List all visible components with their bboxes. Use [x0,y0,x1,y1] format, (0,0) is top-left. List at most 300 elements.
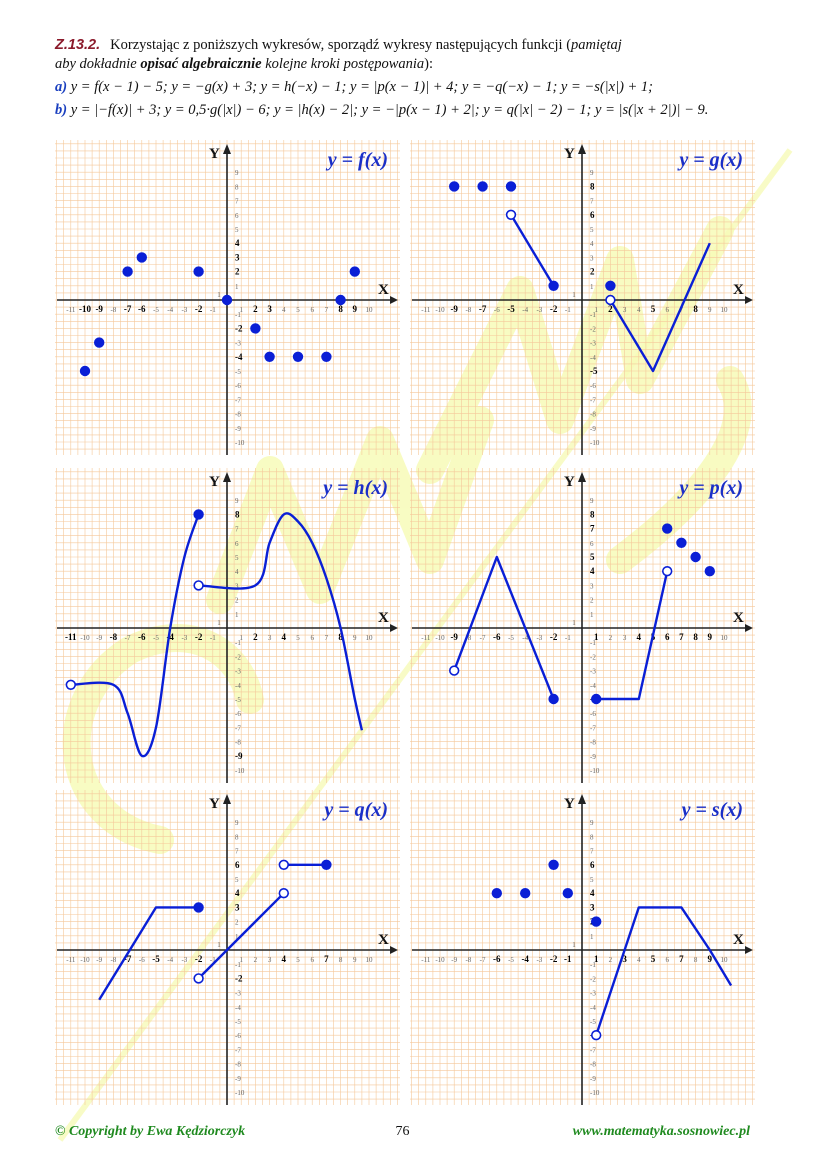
y-tick-label: 2 [235,918,239,927]
part-a-formulas: y = f(x − 1) − 5; y = −g(x) + 3; y = h(−x) − 1; y = |p(x − 1)| + 4; y = −q(−x) − 1; y = −s(|x|) + 1; [70,79,654,95]
x-tick-label: -4 [521,954,529,964]
data-point-open [606,296,615,305]
data-point-filled [223,296,232,305]
x-tick-label: -4 [167,306,174,314]
y-tick-label: -10 [590,767,600,775]
y-tick-label: 1 [590,932,594,941]
y-axis-label: Y [209,146,220,162]
y-tick-label: -6 [590,382,596,391]
line2-bold: opisać algebraicznie [140,56,262,72]
y-tick-label: 7 [235,847,239,856]
x-tick-label: -3 [181,634,188,642]
y-tick-label: 9 [590,819,594,828]
y-tick-label: -10 [590,439,600,447]
chart-svg [55,468,400,783]
y-tick-label: 5 [590,552,595,562]
x-tick-label: -7 [478,304,487,314]
x-tick-label: -4 [166,632,174,642]
part-b-label: b) [55,102,68,118]
y-axis-label: Y [209,474,220,490]
y-tick-label: 2 [590,596,594,605]
data-point-filled [336,296,345,305]
x-tick-label: -6 [138,956,145,964]
x-tick-label: 9 [352,304,358,314]
y-tick-label: 8 [590,181,595,192]
y-tick-label: -8 [590,1060,596,1069]
x-axis-arrow [390,624,398,632]
x-tick-label: 8 [693,304,698,314]
x-axis-label: X [733,282,744,298]
x-tick-label: -1 [564,634,571,642]
y-tick-label: 6 [590,859,595,870]
x-tick-label: 10 [365,306,373,314]
y-tick-label: 6 [235,859,240,870]
data-point-filled [663,524,672,533]
x-tick-label: 3 [267,304,272,314]
page-footer [55,1124,750,1144]
x-tick-label: -8 [465,634,472,642]
y-tick-label: -9 [590,424,596,433]
x-tick-label: -10 [80,634,90,642]
y-tick-label: -9 [590,1074,596,1083]
x-tick-label: 9 [353,956,357,964]
y-tick-label: -3 [235,339,241,348]
x-tick-label: 10 [365,956,373,964]
x-axis-arrow [745,624,753,632]
y-tick-label: -7 [235,724,241,733]
chart-svg [410,790,755,1105]
x-tick-label: 4 [637,306,641,314]
chart-svg [55,790,400,1105]
graph-s [410,790,755,1105]
x-tick-label: 1 [572,619,576,627]
x-tick-label: 1 [593,632,599,642]
y-tick-label: -2 [590,975,596,984]
x-tick-label: 7 [679,306,684,314]
y-tick-label: 9 [235,497,239,506]
y-tick-label: -5 [590,1018,596,1026]
x-tick-label: -7 [479,956,486,964]
x-tick-label: 5 [296,306,300,314]
y-tick-label: 5 [235,554,239,562]
x-tick-label: -5 [508,956,514,964]
x-tick-label: -2 [549,632,558,642]
x-tick-label: 4 [281,954,287,964]
y-tick-label: -2 [590,653,596,662]
x-tick-label: -9 [450,304,458,314]
data-point-open [450,666,459,675]
y-tick-label: 5 [590,226,594,234]
y-tick-label: -3 [590,667,596,676]
x-axis-label: X [733,610,744,626]
x-tick-label: 1 [239,956,243,964]
x-tick-label: -1 [564,306,571,314]
x-tick-label: -7 [123,954,132,964]
y-axis-label: Y [564,474,575,490]
x-tick-label: 8 [693,632,698,642]
x-tick-label: -10 [79,304,91,314]
exercise-header [55,36,775,120]
x-tick-label: 1 [239,634,243,642]
x-tick-label: 1 [572,291,576,299]
x-tick-label: 8 [338,956,343,964]
y-tick-label: 1 [590,610,594,619]
x-tick-label: -1 [209,634,216,642]
y-tick-label: -2 [235,653,241,662]
y-tick-label: -7 [235,396,241,405]
x-tick-label: -2 [194,632,203,642]
x-tick-label: -7 [124,634,131,642]
x-tick-label: -10 [435,634,445,642]
y-tick-label: -10 [235,1089,245,1097]
x-tick-label: 1 [217,619,221,627]
y-tick-label: -9 [235,424,241,433]
x-tick-label: -6 [493,306,500,314]
y-tick-label: -8 [235,1060,241,1069]
chart-svg [410,468,755,783]
x-tick-label: -10 [80,956,90,964]
y-tick-label: 8 [590,509,595,520]
y-tick-label: 5 [235,226,239,234]
x-tick-label: 1 [594,306,598,314]
chart-title: y = h(x) [323,477,388,499]
x-tick-label: 7 [324,306,329,314]
intro-italic: pamiętaj [571,37,622,53]
data-point-open [194,974,203,983]
x-axis-arrow [745,946,753,954]
y-tick-label: 1 [235,282,239,291]
x-tick-label: -1 [564,954,572,964]
y-tick-label: -1 [235,311,241,320]
chart-title: y = f(x) [327,149,388,171]
x-tick-label: 7 [324,634,329,642]
y-tick-label: -10 [235,439,245,447]
x-tick-label: 9 [707,954,713,964]
y-tick-label: 9 [590,169,594,178]
x-tick-label: -9 [96,634,103,642]
x-tick-label: 10 [720,306,728,314]
x-tick-label: -10 [435,306,445,314]
chart-title: y = q(x) [324,799,388,821]
y-axis-label: Y [564,796,575,812]
y-tick-label: 3 [235,252,240,263]
y-tick-label: 7 [235,197,239,206]
x-axis-arrow [745,296,753,304]
y-tick-label: 5 [235,876,239,884]
y-tick-label: 2 [235,596,239,605]
graph-g [410,140,755,455]
y-tick-label: -4 [590,353,596,362]
data-point-filled [592,695,601,704]
y-tick-label: -9 [235,750,243,761]
y-tick-label: 9 [235,819,239,828]
x-tick-label: 2 [253,304,258,314]
data-point-filled [478,182,487,191]
y-tick-label: 9 [235,169,239,178]
y-tick-label: -7 [235,1046,241,1055]
x-tick-label: 2 [608,634,613,642]
graph-p [410,468,755,783]
graph-h [55,468,400,783]
x-tick-label: -11 [65,632,77,642]
y-tick-label: 4 [590,566,595,577]
data-point-filled [350,267,359,276]
x-tick-label: -11 [421,306,431,314]
series-line [199,513,362,733]
x-tick-label: 10 [365,634,373,642]
y-tick-label: -3 [235,989,241,998]
data-point-filled [592,917,601,926]
x-tick-label: -6 [493,632,501,642]
x-tick-label: 4 [281,632,287,642]
y-tick-label: 8 [235,833,239,842]
data-point-filled [194,903,203,912]
x-tick-label: -3 [181,306,188,314]
y-axis-arrow [578,794,586,804]
x-tick-label: 10 [720,634,728,642]
x-axis-label: X [378,610,389,626]
y-tick-label: 8 [235,509,240,520]
y-tick-label: -1 [590,961,596,970]
x-tick-label: 6 [310,634,314,642]
chart-svg [410,140,755,455]
data-point-filled [194,510,203,519]
y-axis-arrow [223,472,231,482]
y-tick-label: -9 [235,1074,241,1083]
x-tick-label: 7 [679,954,684,964]
x-tick-label: 7 [679,632,684,642]
chart-title: y = g(x) [679,149,743,171]
y-tick-label: -3 [590,989,596,998]
y-tick-label: 2 [590,266,595,277]
y-tick-label: -3 [590,339,596,348]
y-tick-label: 4 [590,888,595,899]
x-tick-label: 1 [593,954,599,964]
x-tick-label: -11 [421,634,431,642]
x-axis-label: X [733,932,744,948]
part-b-formulas: y = |−f(x)| + 3; y = 0,5·g(|x|) − 6; y = |h(x) − 2|; y = −|p(x − 1) + 2|; y = q(|x| − 2) − 1; y = |s(|x + 2|)| − 9. [70,102,709,118]
x-tick-label: -11 [66,956,76,964]
y-tick-label: -9 [590,752,596,761]
y-tick-label: -1 [235,639,241,648]
y-tick-label: -3 [235,667,241,676]
y-tick-label: -4 [590,1003,596,1012]
x-tick-label: 1 [572,941,576,949]
y-tick-label: -10 [235,767,245,775]
x-tick-label: -7 [479,634,486,642]
y-tick-label: -2 [590,325,596,334]
data-point-filled [194,267,203,276]
data-point-filled [81,367,90,376]
x-tick-label: -8 [109,632,118,642]
x-tick-label: 10 [720,956,728,964]
data-point-open [279,889,288,898]
x-axis-label: X [378,932,389,948]
y-tick-label: -1 [590,639,596,648]
x-tick-label: -4 [167,956,174,964]
y-tick-label: 3 [235,902,240,913]
y-tick-label: 3 [590,254,594,263]
y-tick-label: -5 [235,368,241,376]
x-tick-label: 1 [239,306,243,314]
y-tick-label: -6 [235,1032,241,1041]
y-tick-label: 4 [235,568,239,577]
x-tick-label: -5 [508,634,514,642]
y-axis-arrow [578,144,586,154]
y-axis-label: Y [209,796,220,812]
y-tick-label: -2 [235,323,243,334]
y-axis-arrow [223,794,231,804]
y-tick-label: -4 [235,351,243,362]
y-tick-label: 1 [590,282,594,291]
x-axis-arrow [390,296,398,304]
intro-text: Korzystając z poniższych wykresów, sporządź wykresy następujących funkcji ( [110,37,572,53]
x-tick-label: 2 [253,632,258,642]
x-tick-label: -3 [181,956,188,964]
data-point-open [507,210,516,219]
x-tick-label: 8 [338,632,343,642]
data-point-filled [322,352,331,361]
x-tick-label: 3 [267,634,272,642]
x-tick-label: -3 [536,956,543,964]
data-point-filled [95,338,104,347]
x-tick-label: 5 [650,954,656,964]
y-tick-label: -10 [590,1089,600,1097]
y-tick-label: -7 [590,396,596,405]
y-tick-label: -8 [590,738,596,747]
x-tick-label: 7 [324,954,329,964]
x-tick-label: -4 [522,306,529,314]
x-tick-label: 2 [608,304,613,314]
y-tick-label: -5 [235,1018,241,1026]
y-tick-label: 9 [590,497,594,506]
y-tick-label: -4 [235,681,241,690]
x-tick-label: -1 [209,956,216,964]
x-tick-label: 2 [253,956,258,964]
data-point-filled [492,889,501,898]
x-tick-label: 6 [310,956,314,964]
y-tick-label: 3 [590,582,594,591]
part-a-label: a) [55,79,68,95]
y-tick-label: -6 [590,710,596,719]
y-tick-label: -2 [235,973,243,984]
y-tick-label: -1 [235,961,241,970]
y-tick-label: 8 [590,833,594,842]
x-tick-label: 1 [217,291,221,299]
y-tick-label: -8 [235,738,241,747]
x-tick-label: -11 [66,306,76,314]
x-tick-label: 8 [338,304,343,314]
exercise-number: Z.13.2. [55,37,101,53]
x-tick-label: 4 [636,632,642,642]
y-tick-label: -7 [590,1046,596,1055]
x-tick-label: 6 [310,306,314,314]
y-tick-label: -6 [235,382,241,391]
y-tick-label: 6 [235,211,239,220]
y-tick-label: -8 [590,410,596,419]
x-tick-label: 6 [665,306,669,314]
data-point-filled [691,553,700,562]
data-point-open [592,1031,601,1040]
x-tick-label: -9 [451,956,458,964]
data-point-filled [549,281,558,290]
data-point-filled [450,182,459,191]
x-tick-label: 5 [296,634,300,642]
graph-q [55,790,400,1105]
x-tick-label: 4 [282,306,286,314]
x-tick-label: -9 [450,632,458,642]
x-axis-label: X [378,282,389,298]
y-tick-label: -7 [590,724,596,733]
data-point-open [66,680,75,689]
x-tick-label: 1 [217,941,221,949]
x-tick-label: -11 [421,956,431,964]
y-tick-label: 4 [590,240,594,249]
x-tick-label: -8 [465,306,472,314]
x-tick-label: -9 [95,304,103,314]
copyright: © Copyright by Ewa Kędziorczyk [55,1124,246,1139]
chart-title: y = p(x) [679,477,743,499]
y-tick-label: -1 [590,311,596,320]
x-tick-label: -6 [493,954,501,964]
x-tick-label: 4 [637,956,641,964]
line2-end: ): [424,56,434,72]
data-point-filled [606,281,615,290]
y-tick-label: 4 [235,888,240,899]
y-axis-arrow [223,144,231,154]
data-point-filled [563,889,572,898]
y-tick-label: 5 [590,876,594,884]
data-point-filled [549,695,558,704]
x-tick-label: 5 [296,956,300,964]
data-point-filled [123,267,132,276]
x-tick-label: -6 [138,632,146,642]
x-tick-label: -5 [152,954,160,964]
x-tick-label: 6 [665,956,669,964]
data-point-filled [549,860,558,869]
y-tick-label: -4 [590,681,596,690]
data-point-filled [322,860,331,869]
y-tick-label: -5 [590,366,598,376]
y-tick-label: 7 [590,197,594,206]
x-tick-label: 3 [622,954,627,964]
x-tick-label: -9 [96,956,103,964]
y-tick-label: -4 [235,1003,241,1012]
y-tick-label: -6 [235,710,241,719]
x-tick-label: -3 [536,634,543,642]
y-tick-label: 6 [590,539,594,548]
x-tick-label: -4 [522,634,529,642]
x-tick-label: -8 [110,956,117,964]
x-tick-label: -2 [194,304,203,314]
y-tick-label: 6 [590,209,595,220]
x-tick-label: 2 [608,956,613,964]
line2-part-c: kolejne kroki postępowania [261,56,425,72]
x-tick-label: -10 [435,956,445,964]
x-tick-label: 8 [693,956,698,964]
data-point-open [663,567,672,576]
data-point-filled [251,324,260,333]
website-link[interactable]: www.matematyka.sosnowiec.pl [572,1124,750,1139]
x-tick-label: -8 [110,306,117,314]
y-axis-arrow [578,472,586,482]
x-tick-label: -5 [153,634,159,642]
y-tick-label: 2 [235,266,240,277]
y-tick-label: 7 [590,523,595,534]
chart-svg [55,140,400,455]
x-tick-label: -3 [536,306,543,314]
x-tick-label: -2 [549,304,558,314]
